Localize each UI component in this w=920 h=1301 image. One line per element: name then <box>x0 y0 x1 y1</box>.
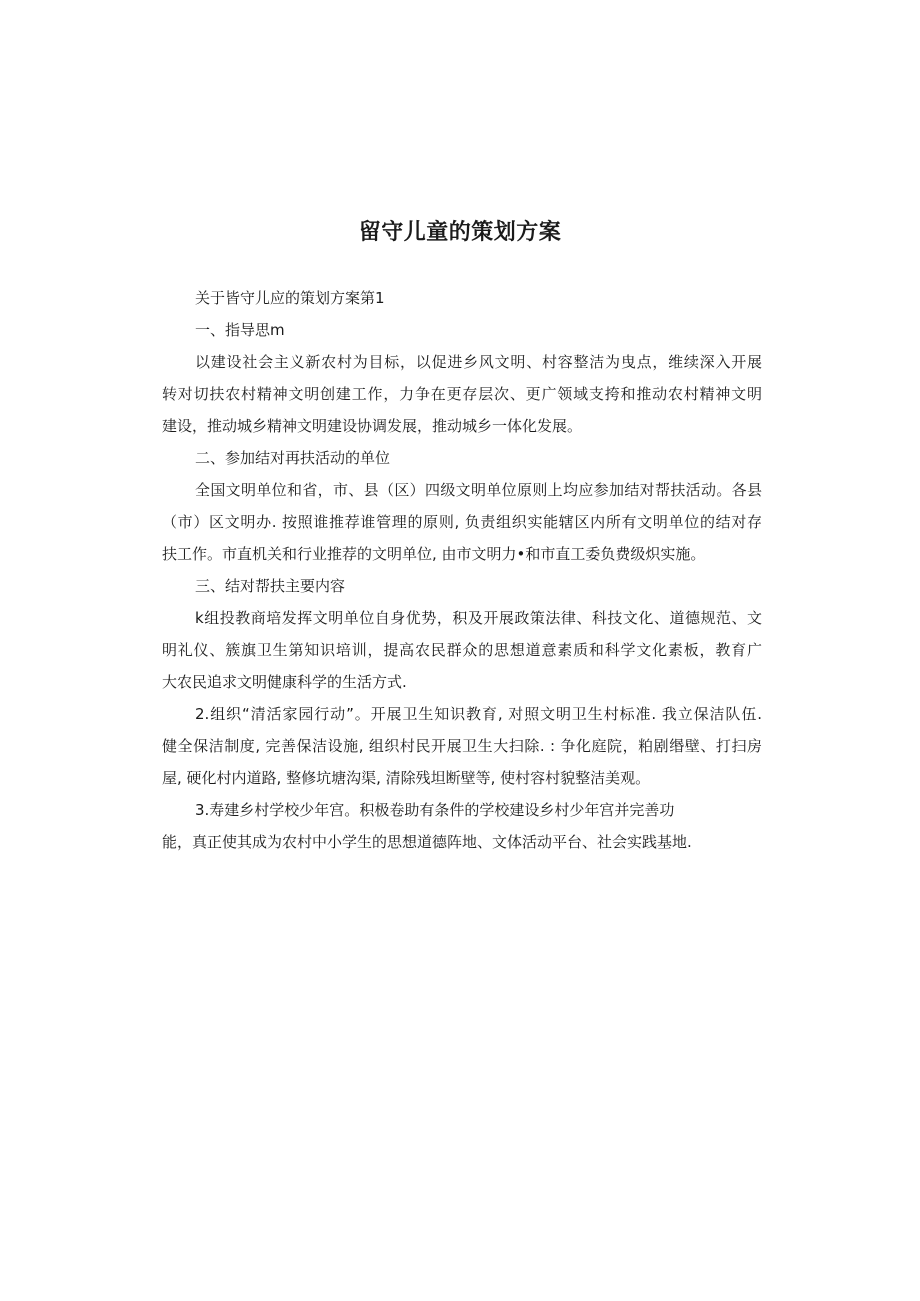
paragraph-line: 2.组织“清活家园行动”。开展卫生知识教育, 对照文明卫生村标准. 我立保洁队伍. <box>195 705 762 723</box>
document-title: 留守儿童的策划方案 <box>358 220 562 245</box>
paragraph-line: 能，真正使其成为农村中小学生的思想道德阵地、文体活动平台、社会实践基地. <box>162 833 692 851</box>
paragraph-line: 建设，推动城乡精神文明建设协调发展，推动城乡一体化发展。 <box>162 417 583 435</box>
paragraph-line: 屋, 硬化村内道路, 整修坑塘沟渠, 清除残坦断壁等, 使村容村貌整洁美观。 <box>162 769 651 787</box>
section-heading: 一、指导思m <box>195 321 285 339</box>
section-heading: 二、参加结对再扶活动的单位 <box>195 449 391 467</box>
paragraph-line: 明礼仪、簇旗卫生第知识培训，提高农民群众的思想道意素质和科学文化素板，教育广 <box>162 641 762 659</box>
paragraph-line: 大农民追求文明健康科学的生活方式. <box>162 673 407 691</box>
paragraph-line: 扶工作。市直机关和行业推荐的文明单位, 由市文明力•和市直工委负费级炽实施。 <box>162 545 706 563</box>
paragraph-line: 转对切扶农村精神文明创建工作，力争在更存层次、更广领域支挎和推动农村精神文明 <box>162 385 762 403</box>
paragraph-line: 3.寿建乡村学校少年宫。积极卷助有条件的学校建设乡村少年宫并完善功 <box>195 801 675 819</box>
paragraph-line: （市）区文明办. 按照谁推荐谁管理的原则, 负责组织实能辖区内所有文明单位的结对存 <box>162 513 762 531</box>
paragraph-line: 以建设社会主义新农村为目标，以促进乡风文明、村容整洁为曳点，维续深入开展 <box>195 353 762 371</box>
paragraph-line: 全国文明单位和省，市、县（区）四级文明单位原则上均应参加结对帮扶活动。各县 <box>195 481 762 499</box>
paragraph-line: k组投教商培发挥文明单位自身优势，积及开展政策法律、科技文化、道德规范、文 <box>195 609 762 627</box>
section-heading: 关于皆守儿应的策划方案第1 <box>195 289 385 307</box>
section-heading: 三、结对帮扶主要内容 <box>195 577 346 595</box>
document-body <box>162 282 762 858</box>
paragraph-line: 健全保洁制度, 完善保洁设施, 组织村民开展卫生大扫除. : 争化庭院，粕剧缗壁、打扫房 <box>162 737 762 755</box>
